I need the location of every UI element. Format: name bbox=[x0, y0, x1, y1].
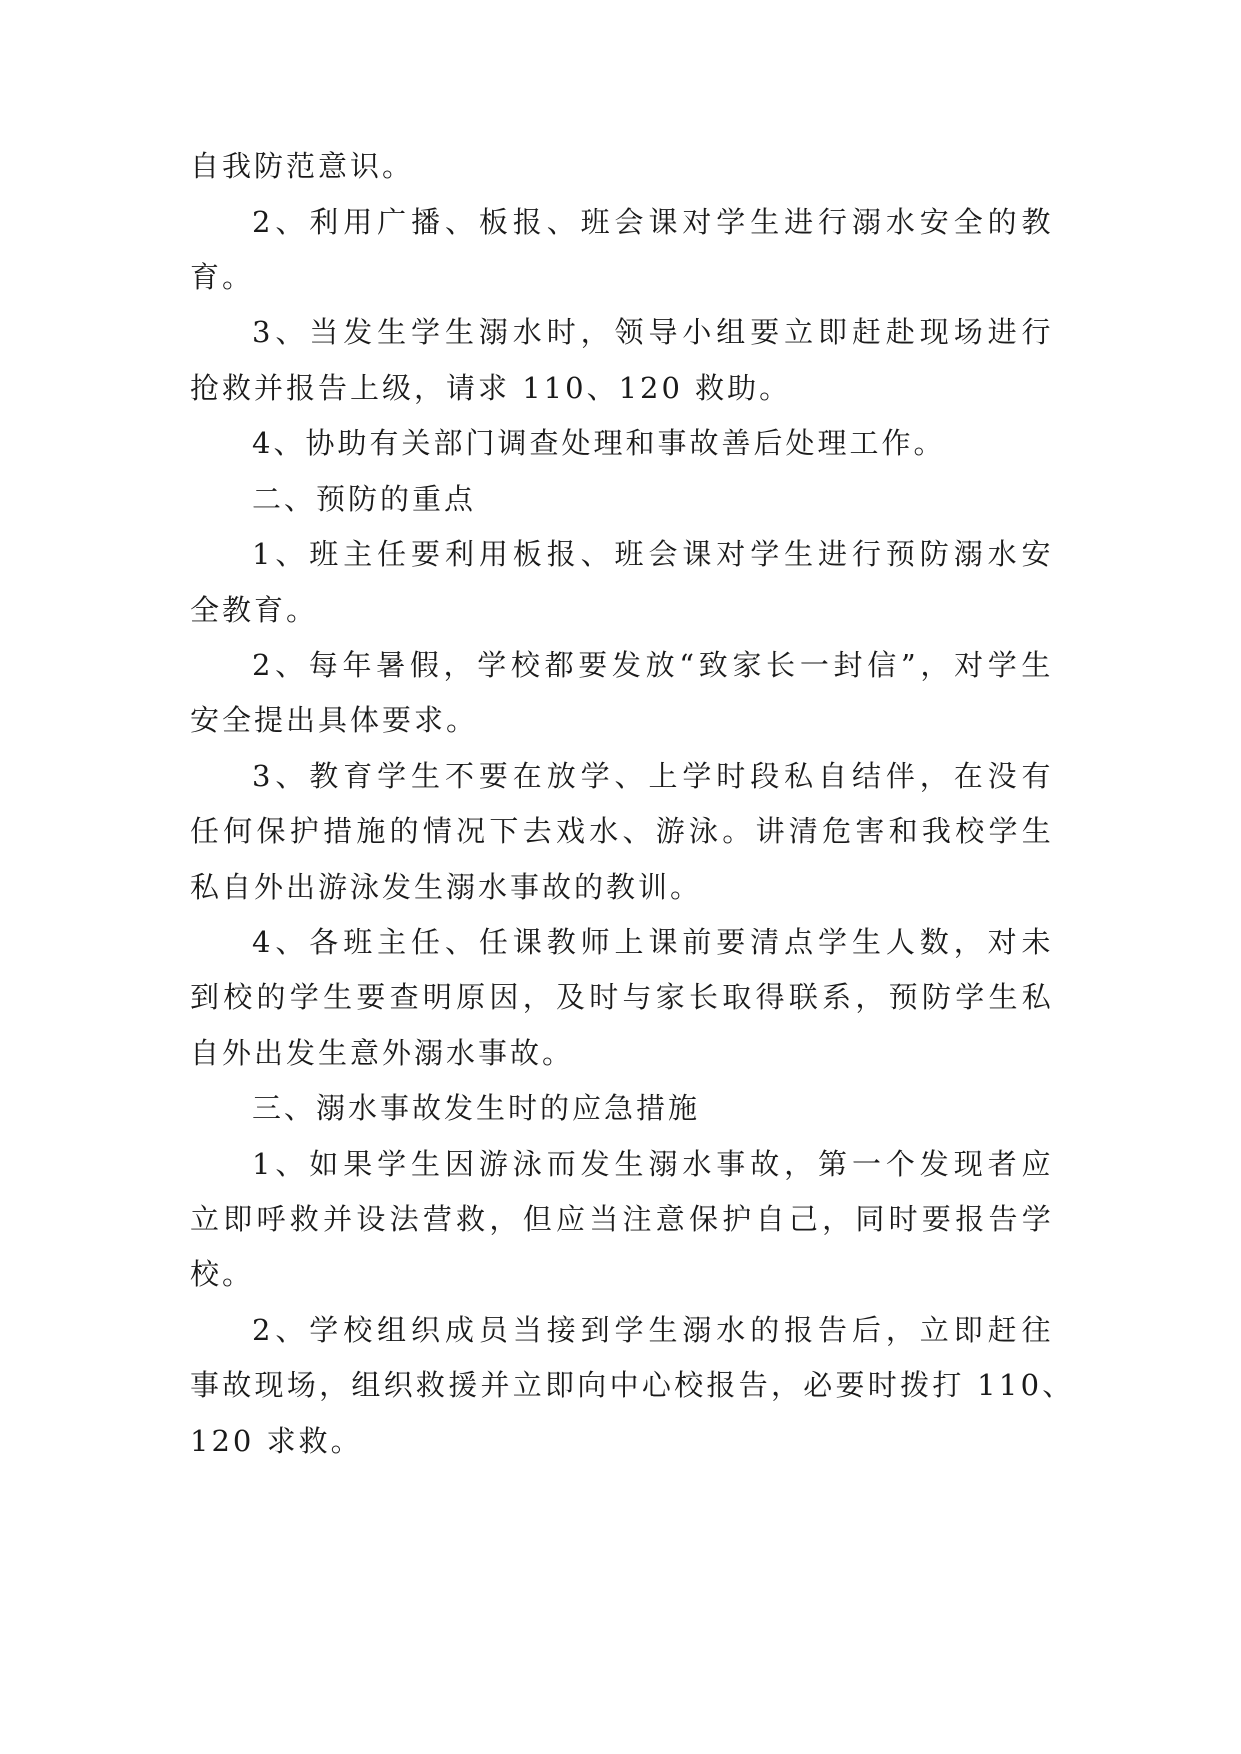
text-line: 安全提出具体要求。 bbox=[190, 703, 479, 737]
text-line: 4、协助有关部门调查处理和事故善后处理工作。 bbox=[252, 426, 946, 460]
text-line: 育。 bbox=[190, 260, 255, 294]
text-line: 3、教育学生不要在放学、上学时段私自结伴，在没有 bbox=[252, 759, 1056, 793]
text-line: 自外出发生意外溺水事故。 bbox=[190, 1036, 575, 1070]
text-line: 校。 bbox=[190, 1257, 255, 1291]
text-line: 抢救并报告上级，请求 110、120 救助。 bbox=[190, 371, 792, 405]
text-line: 4、各班主任、任课教师上课前要清点学生人数，对未 bbox=[252, 925, 1056, 959]
text-line: 到校的学生要查明原因，及时与家长取得联系，预防学生私 bbox=[190, 980, 1056, 1014]
text-line: 120 求救。 bbox=[190, 1424, 363, 1458]
text-line: 2、利用广播、板报、班会课对学生进行溺水安全的教 bbox=[252, 205, 1056, 239]
text-line: 2、每年暑假，学校都要发放“致家长一封信”，对学生 bbox=[252, 648, 1056, 682]
text-line: 任何保护措施的情况下去戏水、游泳。讲清危害和我校学生 bbox=[190, 814, 1056, 848]
text-line: 私自外出游泳发生溺水事故的教训。 bbox=[190, 870, 703, 904]
text-line: 2、学校组织成员当接到学生溺水的报告后，立即赶往 bbox=[252, 1313, 1056, 1347]
text-line: 3、当发生学生溺水时，领导小组要立即赶赴现场进行 bbox=[252, 315, 1056, 349]
text-line: 自我防范意识。 bbox=[190, 149, 415, 183]
text-line: 1、如果学生因游泳而发生溺水事故，第一个发现者应 bbox=[252, 1147, 1056, 1181]
text-line: 全教育。 bbox=[190, 593, 319, 627]
text-line: 事故现场，组织救援并立即向中心校报告，必要时拨打 110、 bbox=[190, 1368, 1075, 1402]
section-heading: 二、预防的重点 bbox=[252, 482, 477, 516]
section-heading: 三、溺水事故发生时的应急措施 bbox=[252, 1091, 701, 1125]
text-line: 立即呼救并设法营救，但应当注意保护自己，同时要报告学 bbox=[190, 1202, 1056, 1236]
text-line: 1、班主任要利用板报、班会课对学生进行预防溺水安 bbox=[252, 537, 1056, 571]
